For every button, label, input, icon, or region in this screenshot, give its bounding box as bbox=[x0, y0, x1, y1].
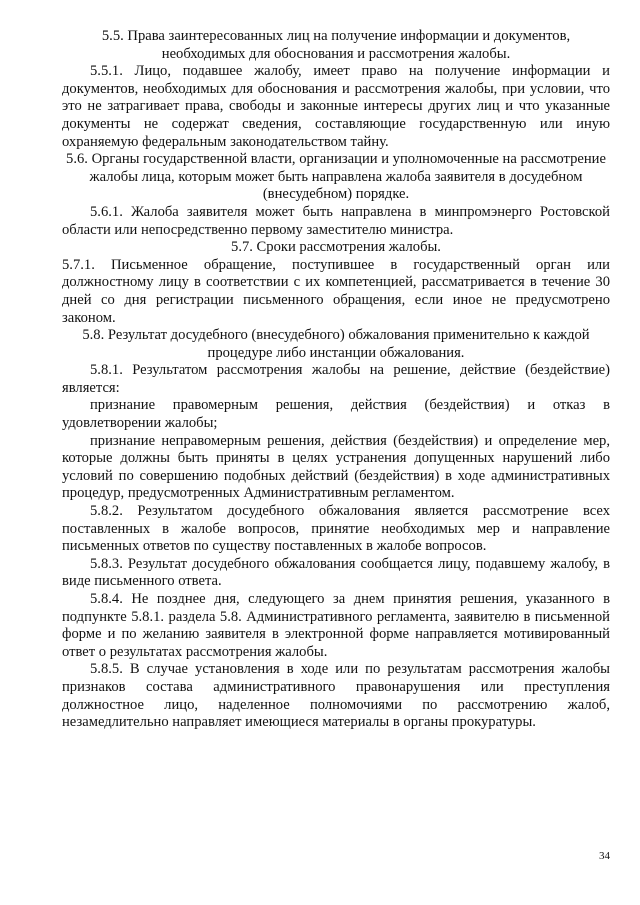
paragraph-5-6-1: 5.6.1. Жалоба заявителя может быть направлена в минпромэнерго Ростовской области или непосредственно первому заместителю министра. bbox=[62, 203, 610, 238]
paragraph-5-8-4: 5.8.4. Не позднее дня, следующего за днем принятия решения, указанного в подпункте 5.8.1. раздела 5.8. Административного регламента, заявителю в письменной форме и по желанию заявителя в электронной форме направляется мотивированный ответ о результатах рассмотрения жалобы. bbox=[62, 591, 610, 660]
section-heading-5-6: 5.6. Органы государственной власти, организации и уполномоченные на рассмотрение жалобы лица, которым может быть направлена жалоба заявителя в досудебном (внесудебном) порядке. bbox=[66, 151, 606, 203]
section-heading-5-7: 5.7. Сроки рассмотрения жалобы. bbox=[231, 239, 441, 256]
paragraph-5-8-1: 5.8.1. Результатом рассмотрения жалобы на решение, действие (бездействие) является: bbox=[62, 362, 610, 396]
paragraph-5-8-2: 5.8.2. Результатом досудебного обжалования является рассмотрение всех поставленных в жалобе вопросов, принятие необходимых мер и направление письменных ответов по существу поставленных в жалобе вопросов. bbox=[62, 503, 610, 555]
paragraph-5-8-1-item-1: признание правомерным решения, действия (бездействия) и отказ в удовлетворении жалобы; bbox=[62, 397, 610, 432]
section-heading-5-5: 5.5. Права заинтересованных лиц на получение информации и документов, необходимых для обоснования и рассмотрения жалобы. bbox=[101, 28, 571, 62]
page-number: 34 bbox=[599, 850, 610, 862]
paragraph-5-5-1: 5.5.1. Лицо, подавшее жалобу, имеет право на получение информации и документов, необходимых для обоснования и рассмотрения жалобы, при условии, что это не затрагивает права, свободы и законные интересы других лиц и что указанные документы не содержат сведения, составляющие государственную или иную охраняемую федеральным законодательством тайну. bbox=[62, 63, 610, 150]
section-heading-5-8: 5.8. Результат досудебного (внесудебного) обжалования применительно к каждой процедуре либо инстанции обжалования. bbox=[82, 327, 590, 361]
paragraph-5-8-5: 5.8.5. В случае установления в ходе или по результатам рассмотрения жалобы признаков состава административного правонарушения или преступления должностное лицо, наделенное полномочиями по рассмотрению жалоб, незамедлительно направляет имеющиеся материалы в органы прокуратуры. bbox=[62, 661, 610, 731]
paragraph-5-7-1: 5.7.1. Письменное обращение, поступившее в государственный орган или должностному лицу в соответствии с их компетенцией, рассматривается в течение 30 дней со дня регистрации письменного обращения, если иное не предусмотрено законом. bbox=[62, 256, 610, 326]
document-body bbox=[62, 28, 610, 732]
paragraph-5-8-1-item-2: признание неправомерным решения, действия (бездействия) и определение мер, которые должны быть приняты в целях устранения допущенных нарушений либо условий по совершению подобных действий (бездействия) в ходе административных процедур, предусмотренных Административным регламентом. bbox=[62, 432, 610, 502]
paragraph-5-8-3: 5.8.3. Результат досудебного обжалования сообщается лицу, подавшему жалобу, в виде письменного ответа. bbox=[62, 555, 610, 590]
